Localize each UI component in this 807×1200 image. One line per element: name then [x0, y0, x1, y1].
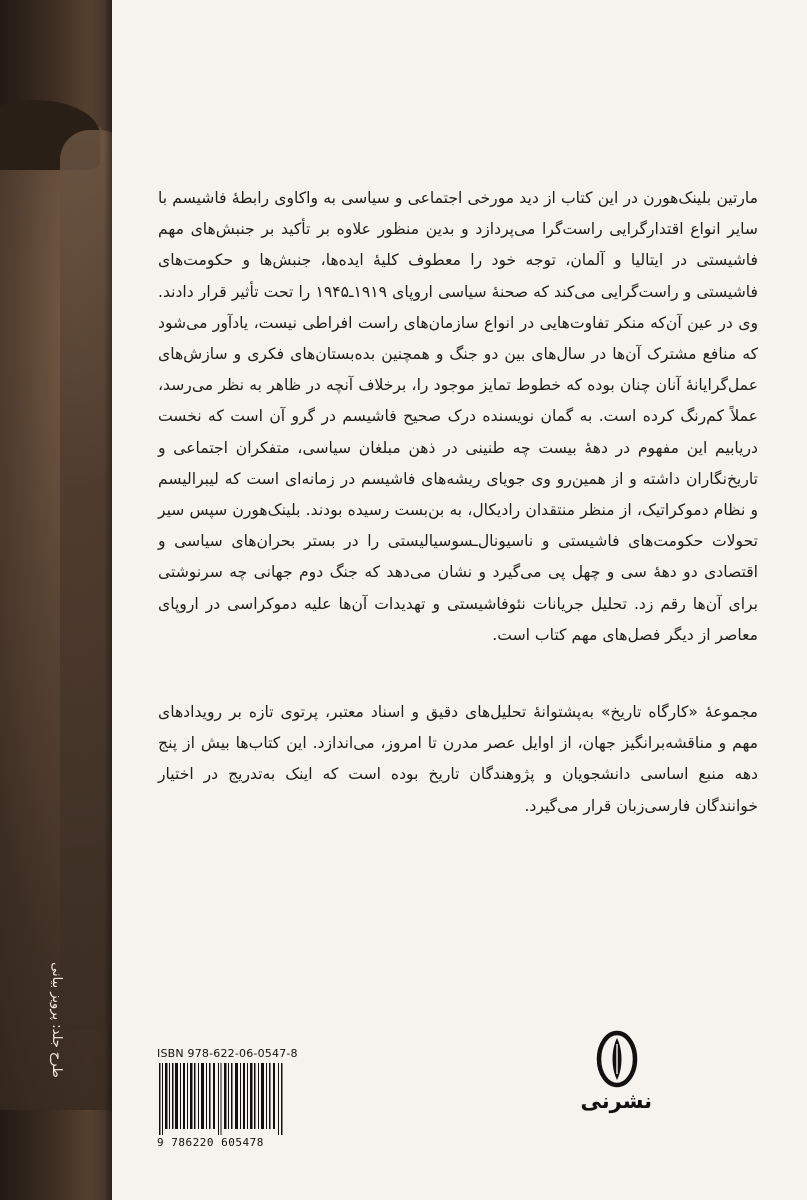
- barcode-graphic: [157, 1063, 285, 1135]
- series-description-paragraph: مجموعهٔ «کارگاه تاریخ» به‌پشتوانهٔ تحلیل‌های دقیق و اسناد معتبر، پرتوی تازه بر رویدادهای مهم و مناقشه‌برانگیز جهان، از اوایل عصر مدرن تا امروز، می‌اندازد. این کتاب‌ها بیش از پنج دهه منبع اساسی دانشجویان و پژوهندگان تاریخ بوده است که اینک به‌تدریج در اختیار خوانندگان فارسی‌زبان قرار می‌گیرد.: [158, 703, 758, 815]
- barcode-number: 9 786220 605478: [157, 1136, 264, 1149]
- publisher-name: نشرنی: [580, 1089, 652, 1113]
- isbn-label: ISBN 978-622-06-0547-8: [157, 1047, 298, 1060]
- isbn-barcode-block: [157, 1047, 298, 1149]
- cover-photo-strip: [0, 0, 112, 1200]
- publisher-logo: [582, 1030, 652, 1113]
- book-description-paragraph: مارتین بلینک‌هورن در این کتاب از دید مورخی اجتماعی و سیاسی به واکاوی رابطهٔ فاشیسم با سایر انواع اقتدارگرایی راست‌گرا می‌پردازد و بدین منظور علاوه بر تأکید بر جنبش‌های مهم فاشیستی در ایتالیا و آلمان، توجه خود را معطوف کلیهٔ ایده‌ها، جنبش‌ها و حکومت‌های فاشیستی و راست‌گرایی می‌کند که صحنهٔ سیاسی اروپای ۱۹۱۹ـ۱۹۴۵ را تحت تأثیر قرار دادند. وی در عین آن‌که منکر تفاوت‌هایی در انواع سازمان‌های راست افراطی نیست، یادآور می‌شود که منافع مشترک آن‌ها در سال‌های بین دو جنگ و همچنین بده‌بستان‌های فکری و سازش‌های عمل‌گرایانهٔ آنان چنان بوده که خطوط تمایز موجود را، برخلاف آنچه در ظاهر به نظر می‌رسد، عملاً کم‌رنگ کرده است. به گمان نویسنده درک صحیح فاشیسم در گرو آن است که نخست دریابیم این مفهوم در دهۀ بیست چه طنینی در ذهن مبلغان سیاسی، متفکران اجتماعی و تاریخ‌نگاران داشته و از همین‌رو وی جویای ریشه‌های فاشیسم در زمانه‌ای است که لیبرالیسم و نظام دموکراتیک، از منظر منتقدان رادیکال، به بن‌بست رسیده بودند. بلینک‌هورن سپس سیر تحولات حکومت‌های فاشیستی و ناسیونال‌ـسوسیالیستی را در بستر بحران‌های سیاسی و اقتصادی دو دهۀ سی و چهل پی می‌گیرد و نشان می‌دهد که جنگ دوم جهانی چه سرنوشتی برای آن‌ها رقم زد. تحلیل جریانات نئوفاشیستی و تهدیدات آن‌ها علیه دموکراسی در اروپای معاصر از دیگر فصل‌های مهم کتاب است.: [158, 189, 759, 644]
- reed-pen-oval-icon: [596, 1030, 638, 1088]
- cover-designer-credit: طرح جلد: پرویز بیانی: [49, 962, 64, 1078]
- photo-edge-shadow: [104, 0, 112, 1200]
- blurb-text-block: [158, 183, 758, 822]
